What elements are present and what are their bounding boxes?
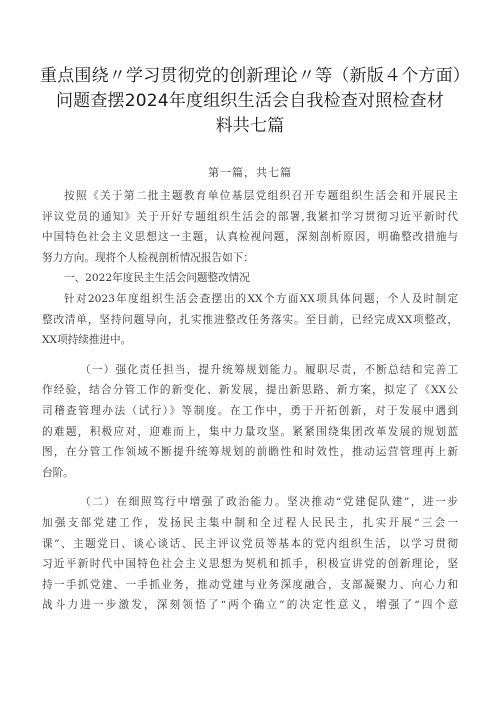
text-line: 针对2023年度组织生活会查摆出的XX个方面XX项具体问题，个人及时制定 bbox=[64, 292, 458, 305]
document-body bbox=[42, 186, 458, 616]
text-line: 司稽查管理办法（试行）》等制度。在工作中，勇于开拓创新，对于发展中遇到 bbox=[42, 404, 458, 417]
text-line: 评议党员的通知》关于开好专题组织生活会的部署,我紧扣学习贯彻习近平新时代 bbox=[42, 210, 458, 223]
document-subtitle: 第一篇，共七篇 bbox=[208, 166, 292, 179]
text-line: 战斗力进一步激发，深刻领悟了“两个确立”的决定性意义，增强了“四个意 bbox=[42, 599, 458, 612]
text-line: 台阶。 bbox=[42, 466, 74, 479]
text-line: 的难题，积极应对，迎难而上，集中力量攻坚。紧紧围绕集团改革发展的规划蓝 bbox=[42, 425, 458, 438]
title-line-2: 问题查摆2024年度组织生活会自我检查对照检查材 bbox=[55, 91, 445, 111]
text-line: 按照《关于第二批主题教育单位基层党组织召开专题组织生活会和开展民主 bbox=[64, 190, 458, 202]
title-line-1: 重点围绕〃学习贯彻党的创新理论〃等（新版４个方面） bbox=[40, 66, 470, 86]
paragraph-responsibility bbox=[42, 360, 458, 484]
text-line: （二）在细照笃行中增强了政治能力。坚决推动“党建促队建”，进一步 bbox=[80, 496, 458, 509]
text-line: 一、2022年度民主生活会问题整改情况 bbox=[64, 272, 250, 285]
text-line: 努力方向。现将个人检视剖析情况报告如下： bbox=[42, 251, 254, 264]
text-line: 加强支部党建工作，发扬民主集中制和全过程人民民主，扎实开展“三会一 bbox=[42, 516, 458, 529]
paragraph-political-ability bbox=[42, 492, 458, 616]
text-line: 中国特色社会主义思想这一主题，认真检视问题，深刻剖析原因，明确整改措施与 bbox=[42, 231, 458, 244]
text-line: 习近平新时代中国特色社会主义思想为契机和抓手，积极宣讲党的创新理论，坚 bbox=[42, 558, 458, 571]
paragraph-rectification bbox=[42, 289, 458, 351]
text-line: 课”、主题党日、谈心谈话、民主评议党员等基本的党内组织生活，以学习贯彻 bbox=[42, 537, 458, 550]
document-title bbox=[40, 64, 470, 139]
text-line: 图，在分管工作领域不断提升统筹规划的前瞻性和时效性，推动运营管理再上新 bbox=[42, 446, 458, 459]
text-line: 持一手抓党建、一手抓业务，推动党建与业务深度融合，支部凝聚力、向心力和 bbox=[42, 578, 458, 591]
section-heading bbox=[42, 268, 458, 289]
paragraph-intro bbox=[42, 186, 458, 268]
text-line: 作经验，结合分管工作的新变化、新发展，提出新思路、新方案，拟定了《XX公 bbox=[42, 384, 458, 397]
text-line: XX项持续推进中。 bbox=[42, 334, 132, 347]
text-line: 整改清单，坚持问题导向，扎实推进整改任务落实。至目前，已经完成XX项整改， bbox=[42, 313, 458, 326]
title-line-3: 料共七篇 bbox=[215, 116, 285, 136]
text-line: （一）强化责任担当，提升统筹规划能力。履职尽责，不断总结和完善工 bbox=[80, 363, 458, 376]
